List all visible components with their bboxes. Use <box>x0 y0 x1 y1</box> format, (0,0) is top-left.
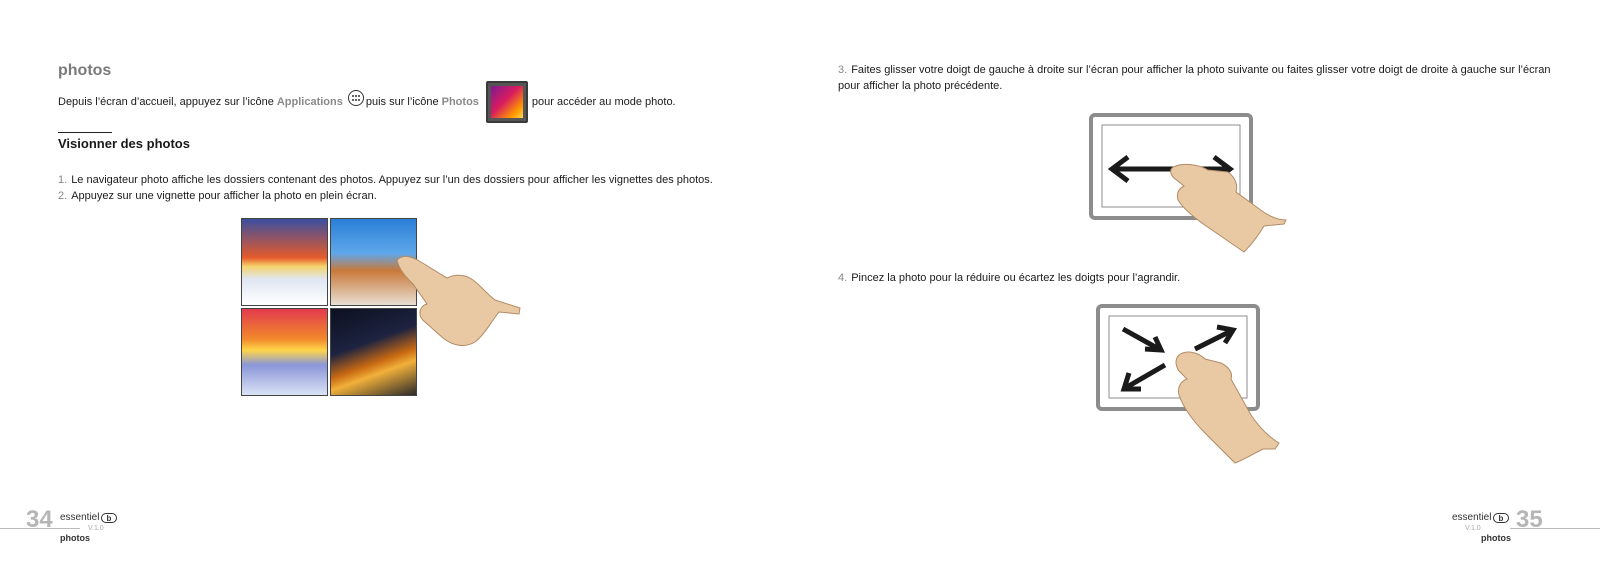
step-item <box>58 188 713 204</box>
brand-badge-icon <box>1493 513 1509 523</box>
step-number: 4. <box>838 272 848 284</box>
intro-text-2: puis sur l’icône <box>365 96 439 108</box>
brand-name: essentiel <box>1452 512 1492 523</box>
photos-app-icon <box>486 81 528 123</box>
footer-title: photos <box>60 533 90 543</box>
photo-thumbnails-illustration <box>241 218 421 398</box>
brand-badge-letter: b <box>107 513 112 523</box>
brand-logo <box>1452 512 1509 523</box>
page-number: 35 <box>1516 506 1543 533</box>
step-item <box>838 270 1560 286</box>
step-number: 2. <box>58 190 68 202</box>
page-number: 34 <box>26 506 53 533</box>
step-text: Appuyez sur une vignette pour afficher la photo en plein écran. <box>71 190 377 202</box>
intro-text-3: pour accéder au mode photo. <box>531 96 676 108</box>
brand-logo <box>60 512 117 523</box>
applications-label: Applications <box>276 96 343 108</box>
step-item <box>58 172 713 188</box>
subtitle: Visionner des photos <box>58 136 190 151</box>
thumbnail-snow-sunset <box>241 218 328 306</box>
step-text: Le navigateur photo affiche les dossiers contenant des photos. Appuyez sur l’un des dossiers pour afficher les vignettes des photos. <box>71 174 713 186</box>
subtitle-rule <box>58 132 112 133</box>
step-item <box>838 62 1560 94</box>
swipe-gesture-illustration <box>1088 112 1293 262</box>
intro-paragraph <box>58 80 676 124</box>
brand-badge-letter: b <box>1499 513 1504 523</box>
step-text: Pincez la photo pour la réduire ou écartez les doigts pour l’agrandir. <box>851 272 1181 284</box>
tapping-hand-icon <box>395 252 530 352</box>
thumbnail-sunrise <box>241 308 328 396</box>
footer-title: photos <box>1481 533 1511 543</box>
brand-badge-icon <box>101 513 117 523</box>
section-title: photos <box>58 62 112 79</box>
version: V.1.0 <box>1465 525 1481 532</box>
step-number: 1. <box>58 174 68 186</box>
photos-label: Photos <box>441 96 479 108</box>
apps-grid-icon <box>348 90 364 106</box>
step-number: 3. <box>838 64 848 76</box>
version: V.1.0 <box>88 525 104 532</box>
pinch-gesture-illustration <box>1095 303 1290 468</box>
right-page <box>800 0 1600 578</box>
steps-list <box>58 172 713 204</box>
step-text: Faites glisser votre doigt de gauche à droite sur l’écran pour afficher la photo suivante ou faites glisser votre doigt de droite à gauche sur l’écran pour afficher la photo précédente. <box>838 64 1551 92</box>
brand-name: essentiel <box>60 512 100 523</box>
intro-text-1: Depuis l’écran d’accueil, appuyez sur l’icône <box>58 96 274 108</box>
